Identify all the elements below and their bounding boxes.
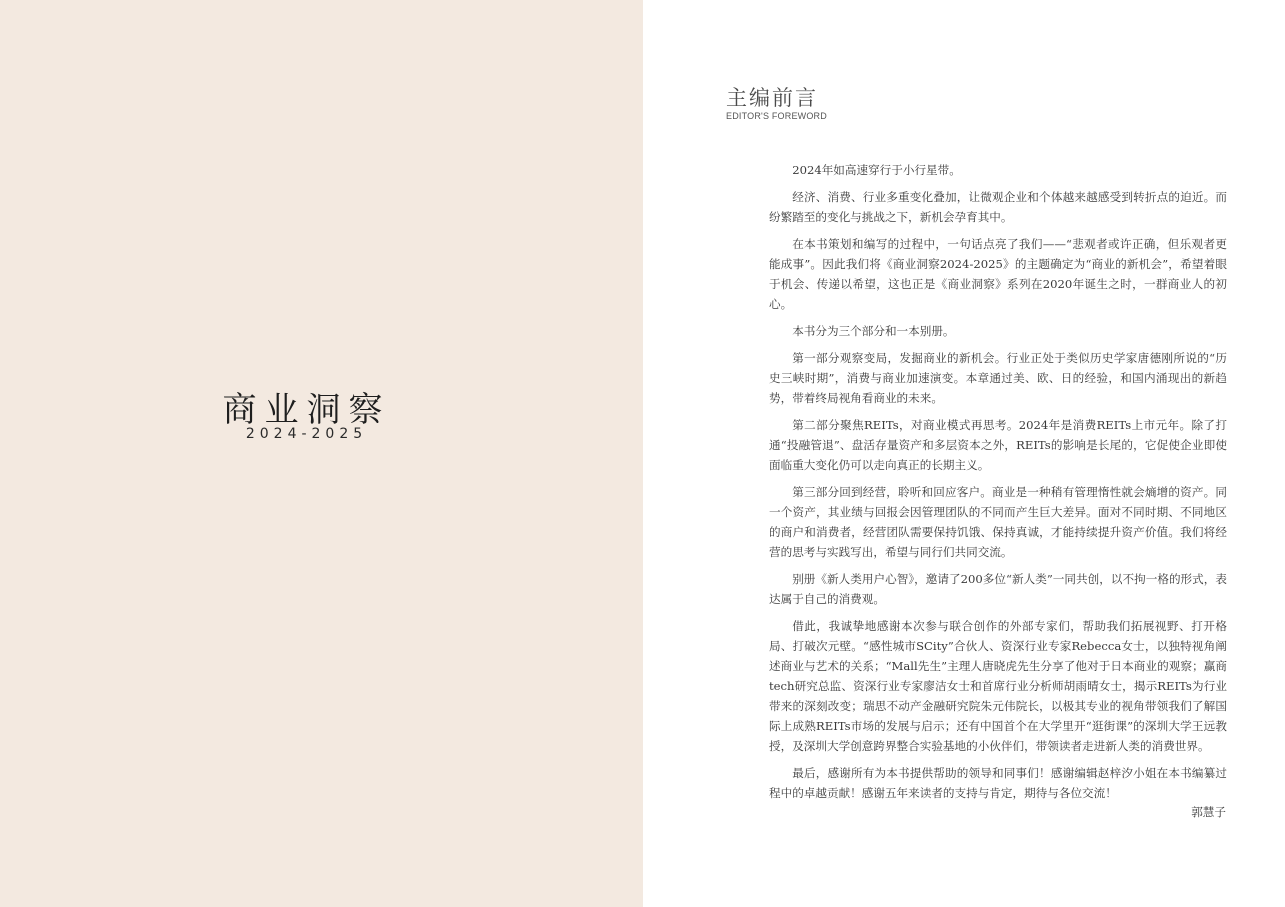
paragraph: 第三部分回到经营，聆听和回应客户。商业是一种稍有管理惰性就会熵增的资产。同一个资产，其业绩与回报会因管理团队的不同而产生巨大差异。面对不同时期、不同地区的商户和消费者，经营团队需要保持饥饿、保持真诚，才能持续提升资产价值。我们将经营的思考与实践写出，希望与同行们共同交流。 xyxy=(769,485,1227,559)
paragraph: 最后，感谢所有为本书提供帮助的领导和同事们！感谢编辑赵梓汐小姐在本书编纂过程中的卓越贡献！感谢五年来读者的支持与肯定，期待与各位交流！ xyxy=(769,766,1227,800)
paragraph: 第二部分聚焦REITs，对商业模式再思考。2024年是消费REITs上市元年。除了打通“投融管退”、盘活存量资产和多层资本之外，REITs的影响是长尾的，它促使企业即使面临重大变化仍可以走向真正的长期主义。 xyxy=(769,418,1227,472)
signature: 郭慧子 xyxy=(1191,805,1226,819)
foreword-body xyxy=(769,160,1227,810)
paragraph: 经济、消费、行业多重变化叠加，让微观企业和个体越来越感受到转折点的迫近。而纷繁踏至的变化与挑战之下，新机会孕育其中。 xyxy=(769,190,1227,224)
foreword-title: 主编前言 xyxy=(726,86,818,110)
paragraph: 第一部分观察变局，发掘商业的新机会。行业正处于类似历史学家唐德刚所说的“历史三峡时期”，消费与商业加速演变。本章通过美、欧、日的经验，和国内涌现出的新趋势，带着终局视角看商业的未来。 xyxy=(769,351,1227,405)
paragraph: 在本书策划和编写的过程中，一句话点亮了我们——“悲观者或许正确，但乐观者更能成事”。因此我们将《商业洞察2024-2025》的主题确定为“商业的新机会”，希望着眼于机会、传递以希望，这也正是《商业洞察》系列在2020年诞生之时，一群商业人的初心。 xyxy=(769,237,1227,311)
paragraph: 2024年如高速穿行于小行星带。 xyxy=(792,163,961,177)
paragraph: 借此，我诚挚地感谢本次参与联合创作的外部专家们，帮助我们拓展视野、打开格局、打破次元壁。“感性城市SCity”合伙人、资深行业专家Rebecca女士，以独特视角阐述商业与艺术的关系；“Mall先生”主理人唐晓虎先生分享了他对于日本商业的观察；赢商tech研究总监、资深行业专家廖洁女士和首席行业分析师胡雨晴女士，揭示REITs为行业带来的深刻改变；瑞思不动产金融研究院朱元伟院长，以极其专业的视角带领我们了解国际上成熟REITs市场的发展与启示；还有中国首个在大学里开“逛街课”的深圳大学王远教授，及深圳大学创意跨界整合实验基地的小伙伴们，带领读者走进新人类的消费世界。 xyxy=(769,619,1227,753)
paragraph: 本书分为三个部分和一本别册。 xyxy=(792,324,955,338)
foreword-subtitle: EDITOR'S FOREWORD xyxy=(726,111,827,121)
cover-title: 商业洞察 xyxy=(222,390,391,430)
paragraph: 别册《新人类用户心智》，邀请了200多位“新人类”一同共创，以不拘一格的形式，表达属于自己的消费观。 xyxy=(769,572,1227,606)
foreword-page xyxy=(643,0,1285,907)
cover-years: 2024-2025 xyxy=(245,426,368,442)
